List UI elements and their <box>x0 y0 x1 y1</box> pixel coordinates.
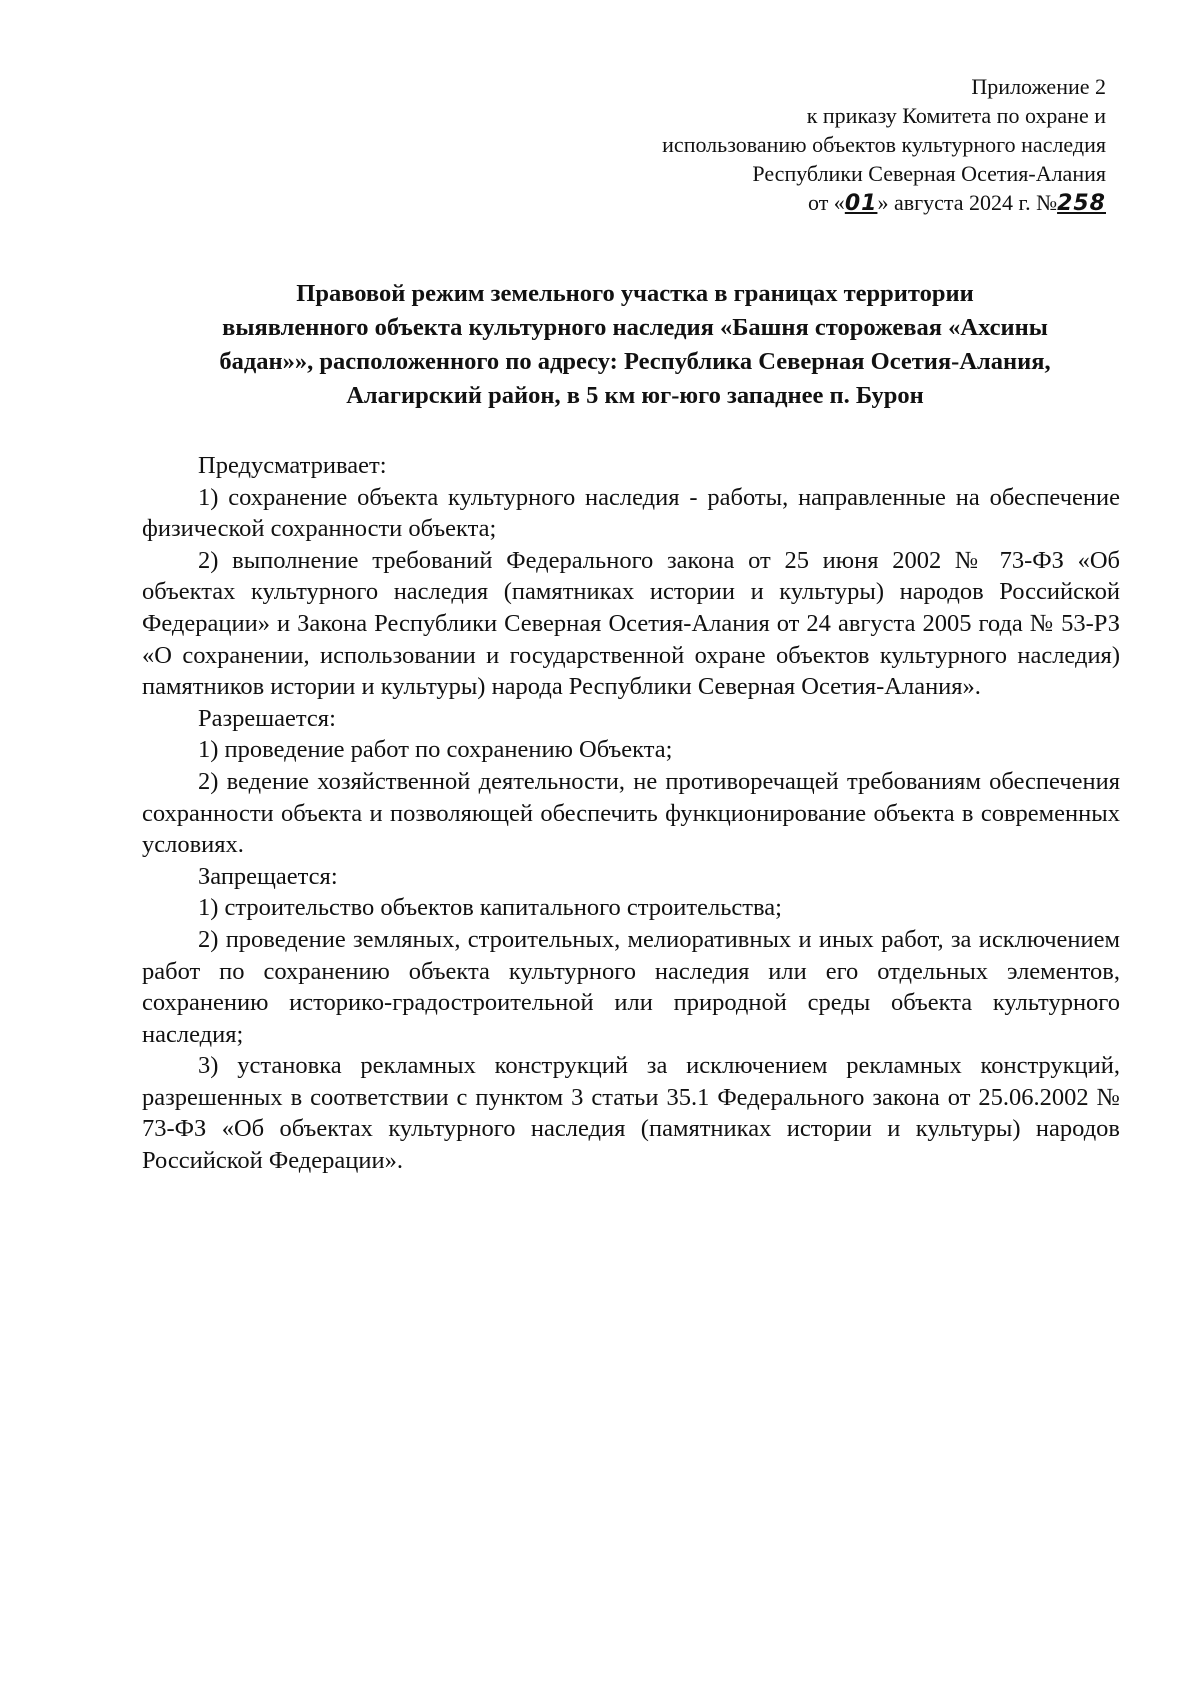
list-item: 1) сохранение объекта культурного наследия - работы, направленные на обеспечение физической сохранности объекта; <box>142 483 1120 543</box>
order-reference: к приказу Комитета по охране и <box>806 103 1106 128</box>
list-item: 2) выполнение требований Федерального закона от 25 июня 2002 № 73-ФЗ «Об объектах культурного наследия (памятниках истории и культуры) народов Российской Федерации» и Закона Республики Северная Осетия-Алания от 24 августа 2005 года № 53-РЗ «О сохранении, использовании и государственной охране объектов культурного наследия) памятников истории и культуры) народа Республики Северная Осетия-Алания». <box>142 546 1120 701</box>
list-item: 2) проведение земляных, строительных, мелиоративных и иных работ, за исключением работ по сохранению объекта культурного наследия или его отдельных элементов, сохранению историко-градостроительной или природной среды объекта культурного наследия; <box>142 925 1120 1048</box>
order-date-line <box>546 188 1106 218</box>
section-heading-prohibited: Запрещается: <box>198 862 338 890</box>
title-line: бадан»», расположенного по адресу: Республика Северная Осетия-Алания, <box>219 348 1051 375</box>
section-heading-provides: Предусматривает: <box>198 452 387 479</box>
committee-name: использованию объектов культурного наследия <box>662 132 1106 157</box>
list-item: 3) установка рекламных конструкций за исключением рекламных конструкций, разрешенных в соответствии с пунктом 3 статьи 35.1 Федерального закона от 25.06.2002 № 73-ФЗ «Об объектах культурного наследия (памятниках истории и культуры) народов Российской Федерации». <box>142 1052 1120 1175</box>
section-heading-allowed: Разрешается: <box>198 704 336 732</box>
title-line: Алагирский район, в 5 км юг-юго западнее п. Бурон <box>346 382 924 409</box>
date-prefix: от « <box>807 190 845 215</box>
appendix-number: Приложение 2 <box>971 74 1106 99</box>
republic-name: Республики Северная Осетия-Алания <box>752 161 1106 186</box>
date-middle: » августа 2024 г. № <box>877 190 1058 215</box>
title-line: Правовой режим земельного участка в границах территории <box>296 280 974 307</box>
list-item: 2) ведение хозяйственной деятельности, не противоречащей требованиям обеспечения сохранности объекта и позволяющей обеспечить функционирование объекта в современных условиях. <box>142 767 1120 859</box>
title-line: выявленного объекта культурного наследия «Башня сторожевая «Ахсины <box>222 314 1048 341</box>
document-title <box>150 277 1120 413</box>
appendix-header <box>546 72 1106 218</box>
document-body <box>142 450 1120 1177</box>
handwritten-day: 01 <box>844 191 878 216</box>
list-item: 1) строительство объектов капитального строительства; <box>198 894 782 922</box>
list-item: 1) проведение работ по сохранению Объекта; <box>198 736 673 764</box>
handwritten-order-number: 258 <box>1057 191 1106 216</box>
